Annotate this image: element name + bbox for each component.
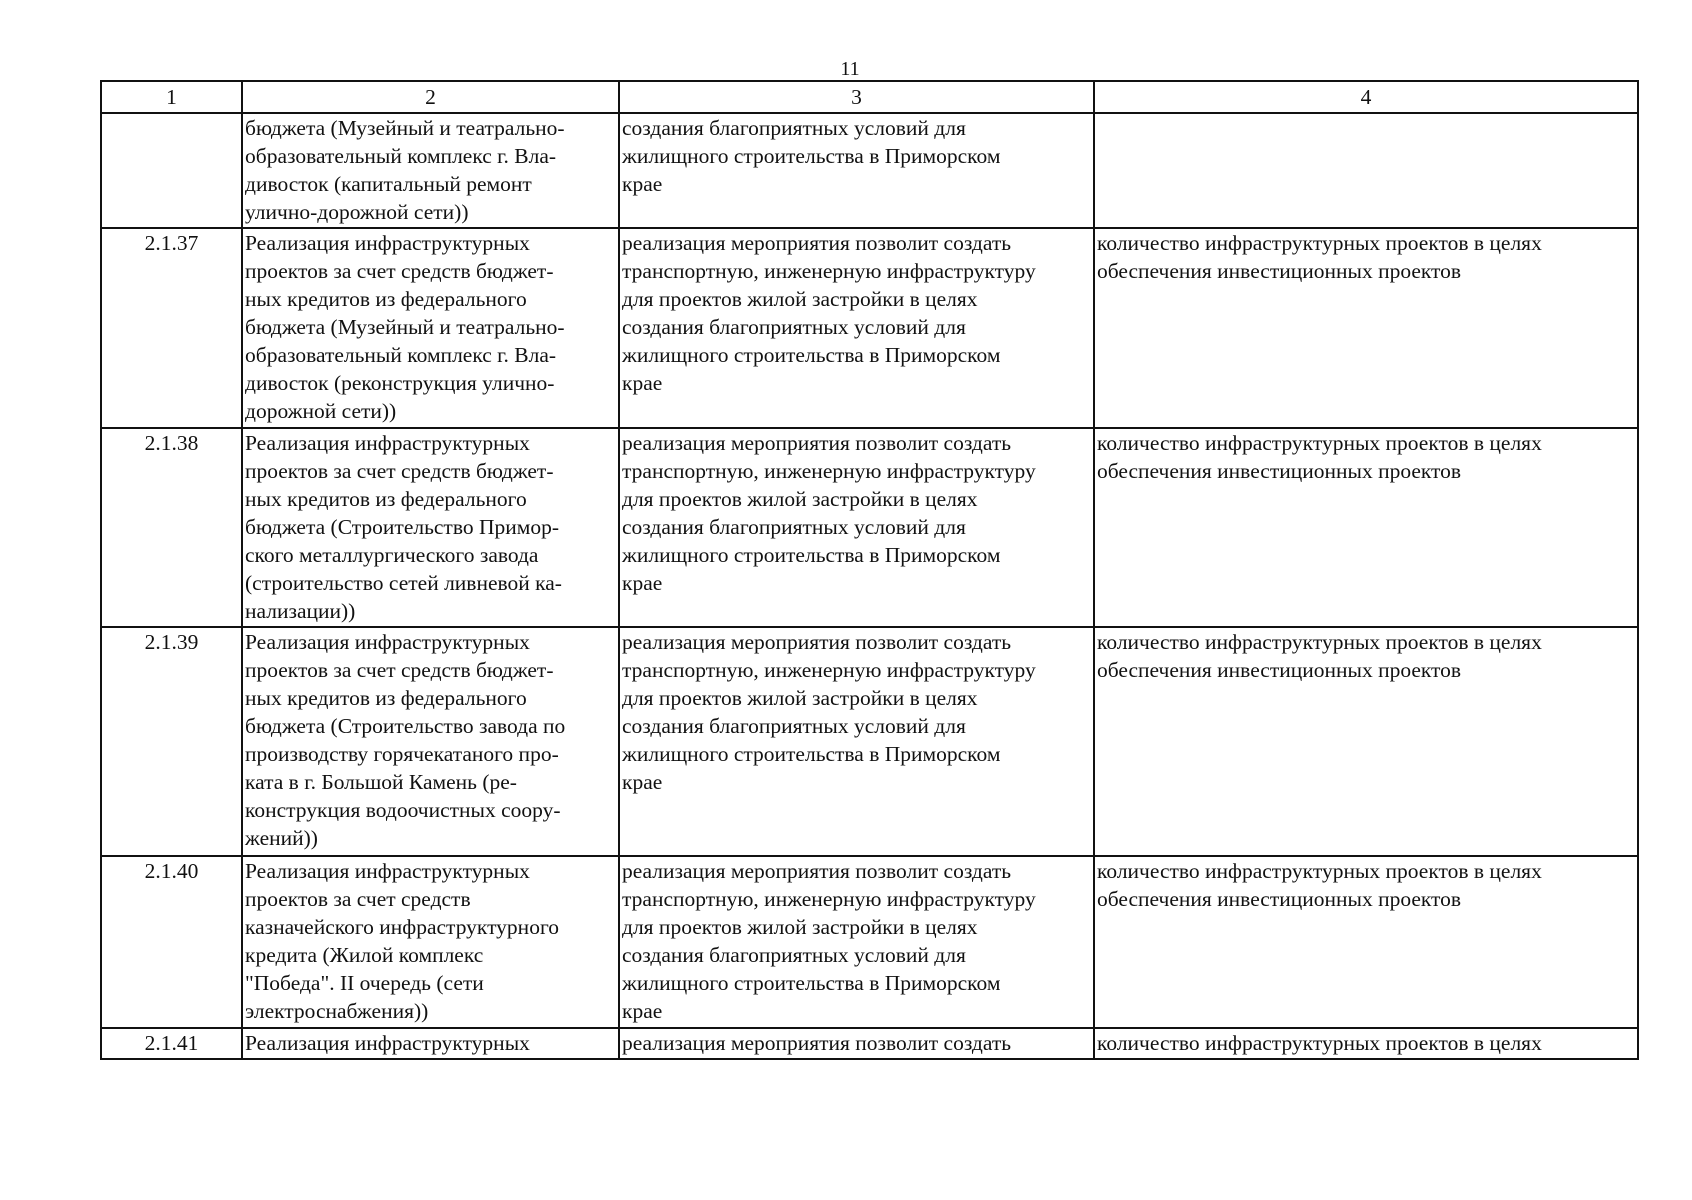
column-number-4: 4 [1094,81,1638,113]
row-number: 2.1.37 [101,228,242,428]
measure-name: Реализация инфраструктурных проектов за счет средств казначейского инфраструктурного кредита (Жилой комплекс "Победа". II очередь (сети электроснабжения)) [242,856,619,1028]
row-number [101,113,242,228]
measure-purpose: реализация мероприятия позволит создать транспортную, инженерную инфраструктуру для проектов жилой застройки в целях создания благоприятных условий для жилищного строительства в Приморском крае [619,627,1094,856]
measures-table [100,80,1639,1060]
table-row [101,856,1638,1028]
measure-name: Реализация инфраструктурных проектов за счет средств бюджет- ных кредитов из федерального бюджета (Строительство завода по производству горячекатаного про- ката в г. Большой Камень (ре- конструкция водоочистных соору- жений)) [242,627,619,856]
table-row [101,228,1638,428]
measure-indicator: количество инфраструктурных проектов в целях [1094,1028,1638,1059]
row-number: 2.1.38 [101,428,242,627]
measure-name: Реализация инфраструктурных [242,1028,619,1059]
measure-purpose: реализация мероприятия позволит создать [619,1028,1094,1059]
measure-name: Реализация инфраструктурных проектов за счет средств бюджет- ных кредитов из федерального бюджета (Строительство Примор- ского металлургического завода (строительство сетей ливневой ка- нализации)) [242,428,619,627]
measure-name: Реализация инфраструктурных проектов за счет средств бюджет- ных кредитов из федерального бюджета (Музейный и театрально- образовательный комплекс г. Вла- дивосток (реконструкция улично- дорожной сети)) [242,228,619,428]
row-number: 2.1.39 [101,627,242,856]
measure-purpose: реализация мероприятия позволит создать транспортную, инженерную инфраструктуру для проектов жилой застройки в целях создания благоприятных условий для жилищного строительства в Приморском крае [619,228,1094,428]
measure-name: бюджета (Музейный и театрально- образовательный комплекс г. Вла- дивосток (капитальный ремонт улично-дорожной сети)) [242,113,619,228]
row-number: 2.1.40 [101,856,242,1028]
column-number-3: 3 [619,81,1094,113]
measure-purpose: реализация мероприятия позволит создать транспортную, инженерную инфраструктуру для проектов жилой застройки в целях создания благоприятных условий для жилищного строительства в Приморском крае [619,428,1094,627]
measure-indicator: количество инфраструктурных проектов в целях обеспечения инвестиционных проектов [1094,627,1638,856]
table-row [101,1028,1638,1059]
measure-indicator: количество инфраструктурных проектов в целях обеспечения инвестиционных проектов [1094,228,1638,428]
measure-purpose: создания благоприятных условий для жилищного строительства в Приморском крае [619,113,1094,228]
measure-indicator: количество инфраструктурных проектов в целях обеспечения инвестиционных проектов [1094,856,1638,1028]
table-row [101,627,1638,856]
page-number: 11 [840,58,860,80]
table-row [101,428,1638,627]
column-number-1: 1 [101,81,242,113]
measure-purpose: реализация мероприятия позволит создать транспортную, инженерную инфраструктуру для проектов жилой застройки в целях создания благоприятных условий для жилищного строительства в Приморском крае [619,856,1094,1028]
row-number: 2.1.41 [101,1028,242,1059]
table-row [101,113,1638,228]
column-number-2: 2 [242,81,619,113]
measure-indicator: количество инфраструктурных проектов в целях обеспечения инвестиционных проектов [1094,428,1638,627]
column-number-row [101,81,1638,113]
measure-indicator [1094,113,1638,228]
